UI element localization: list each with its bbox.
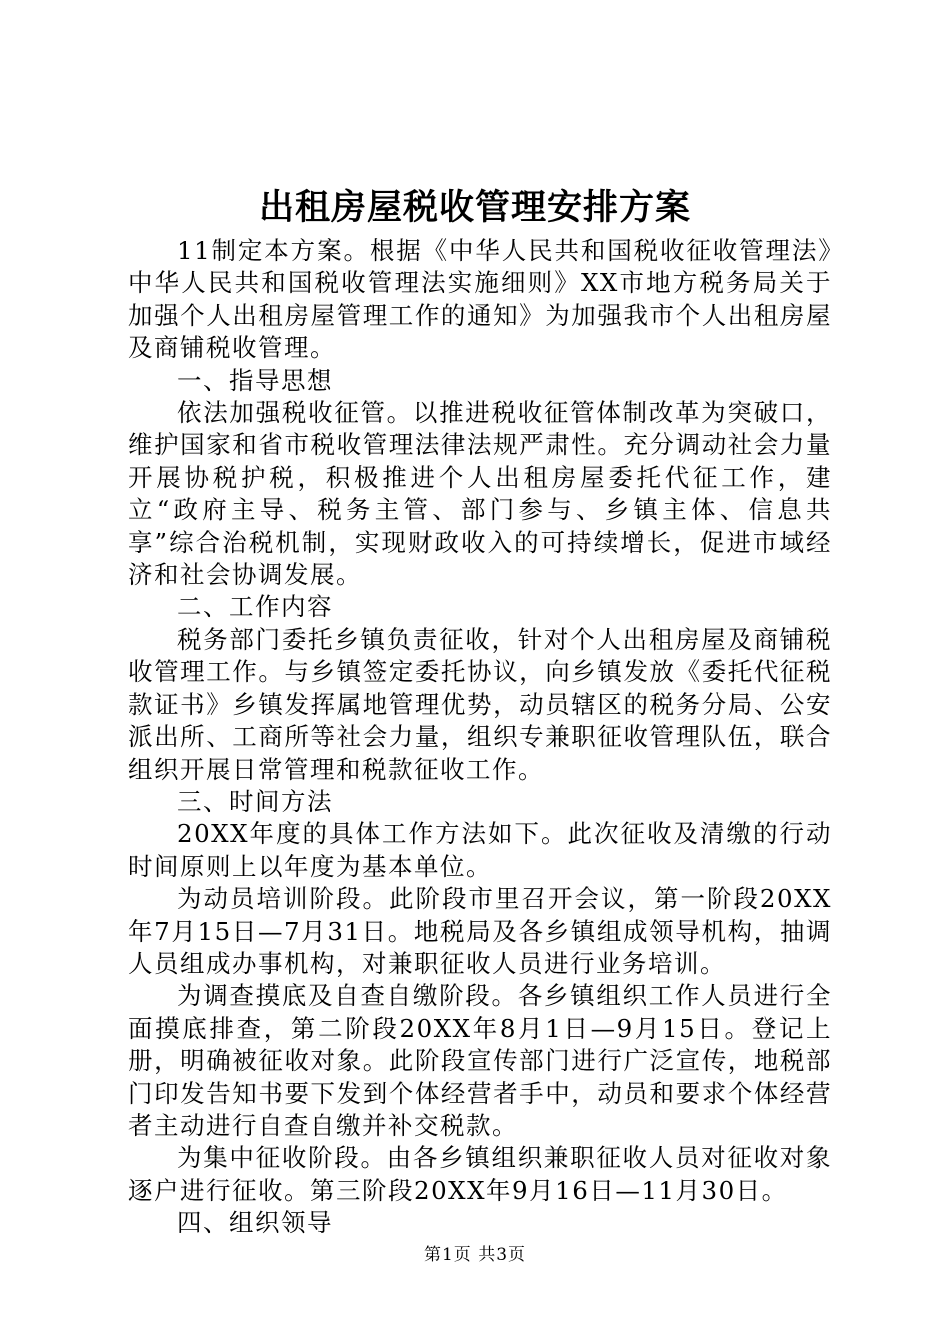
section-heading-organization: 四、组织领导 <box>177 1208 333 1238</box>
section-heading-work-content: 二、工作内容 <box>177 592 333 622</box>
page-footer: 第1页 共3页 <box>423 1245 527 1265</box>
time-method-paragraph: 20XX年度的具体工作方法如下。此次征收及清缴的行动时间原则上以年度为基本单位。 <box>128 819 832 881</box>
section-heading-time-method: 三、时间方法 <box>177 786 333 816</box>
guiding-ideology-paragraph: 依法加强税收征管。以推进税收征管体制改革为突破口，维护国家和省市税收管理法律法规严肃性。充分调动社会力量开展协税护税，积极推进个人出租房屋委托代征工作，建立“政府主导、税务主管、部门参与、乡镇主体、信息共享”综合治税机制，实现财政收入的可持续增长，促进市域经济和社会协调发展。 <box>128 398 832 590</box>
intro-paragraph: 11制定本方案。根据《中华人民共和国税收征收管理法》中华人民共和国税收管理法实施细则》XX市地方税务局关于加强个人出租房屋管理工作的通知》为加强我市个人出租房屋及商铺税收管理。 <box>128 236 832 363</box>
stage-three-paragraph: 为集中征收阶段。由各乡镇组织兼职征收人员对征收对象逐户进行征收。第三阶段20XX年9月16日—11月30日。 <box>128 1143 832 1205</box>
section-heading-guiding-ideology: 一、指导思想 <box>177 365 333 395</box>
work-content-paragraph: 税务部门委托乡镇负责征收，针对个人出租房屋及商铺税收管理工作。与乡镇签定委托协议，向乡镇发放《委托代征税款证书》乡镇发挥属地管理优势，动员辖区的税务分局、公安派出所、工商所等社会力量，组织专兼职征收管理队伍，联合组织开展日常管理和税款征收工作。 <box>128 624 832 784</box>
stage-one-paragraph: 为动员培训阶段。此阶段市里召开会议，第一阶段20XX年7月15日—7月31日。地税局及各乡镇组成领导机构，抽调人员组成办事机构，对兼职征收人员进行业务培训。 <box>128 884 832 978</box>
stage-two-paragraph: 为调查摸底及自查自缴阶段。各乡镇组织工作人员进行全面摸底排查，第二阶段20XX年8月1日—9月15日。登记上册，明确被征收对象。此阶段宣传部门进行广泛宣传，地税部门印发告知书要下发到个体经营者手中，动员和要求个体经营者主动进行自查自缴并补交税款。 <box>128 981 832 1140</box>
document-body <box>128 235 832 1240</box>
document-title: 出租房屋税收管理安排方案 <box>258 187 691 228</box>
